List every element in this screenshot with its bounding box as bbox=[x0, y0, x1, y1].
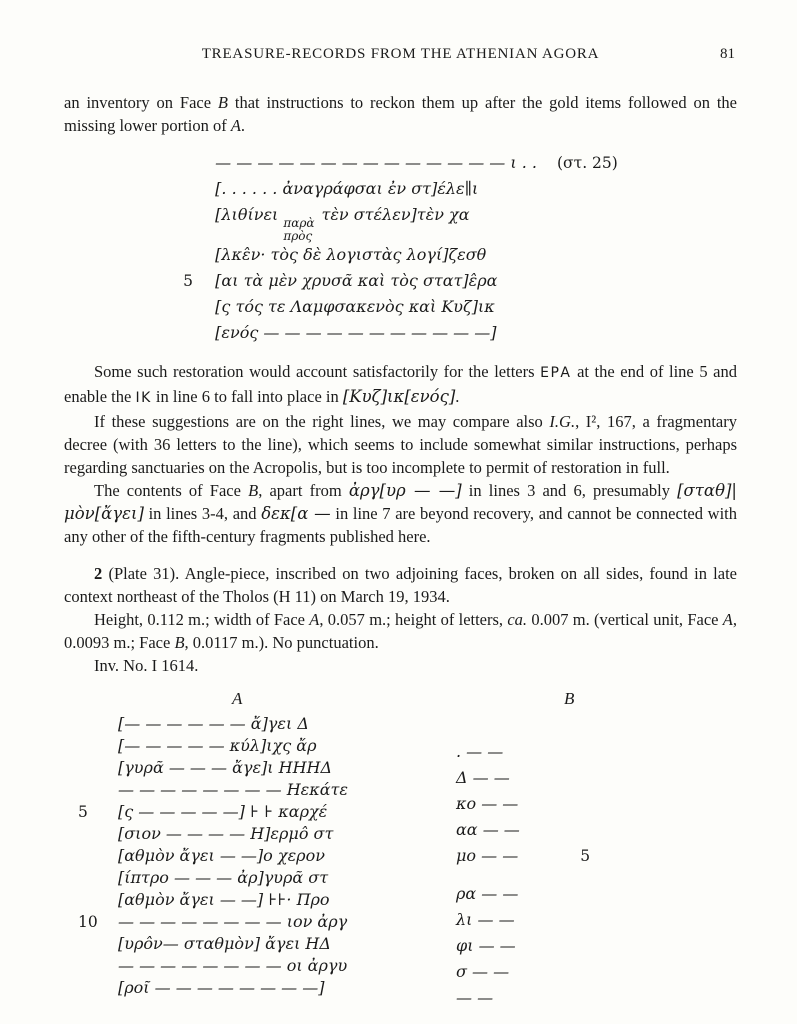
inscription-line bbox=[64, 713, 446, 735]
face-b-header: B bbox=[564, 689, 575, 708]
paragraph-restoration bbox=[64, 360, 737, 410]
lacuna-dashes: — — — — — — — — — — — — — — ι . . bbox=[215, 153, 537, 172]
greek-text: τὲν στέλεν]τὲν χα bbox=[321, 205, 470, 224]
text-run: in line 7 are beyond recovery, and cannot be connected with any other of the fifth-century fragments published here. bbox=[64, 504, 737, 546]
greek-text: — — — — — — — — Ηεκάτε bbox=[118, 780, 348, 799]
text-run: (Plate 31). Angle-piece, inscribed on two adjoining faces, broken on all sides, found in late context northeast of the Tholos (H 11) on March 19, 1934. bbox=[64, 564, 737, 606]
inscription-block-2 bbox=[64, 713, 737, 1011]
inscription-line bbox=[64, 955, 446, 977]
greek-text: [ίπτρο — — — ἀρ]γυρᾶ στ bbox=[118, 868, 329, 887]
greek-text: [λιθίνει bbox=[215, 205, 279, 224]
greek-text: Δ — — bbox=[456, 768, 510, 787]
running-head: TREASURE-RECORDS FROM THE ATHENIAN AGORA bbox=[201, 46, 600, 62]
greek-text: ρα — — bbox=[456, 884, 519, 903]
inscription-line bbox=[183, 242, 618, 268]
greek-text: κο — — bbox=[456, 794, 519, 813]
greek-text: [υρο̂ν— σταθμὸν] ἄγει ΗΔ bbox=[118, 934, 331, 953]
text-run: at the end of line 5 and enable the bbox=[64, 362, 737, 406]
face-b-ref: B bbox=[174, 633, 185, 652]
greek-text: [ς — — — — —] ⊦ ⊦ καρχέ bbox=[118, 802, 328, 821]
greek-text: λι — — bbox=[456, 910, 515, 929]
ca-abbrev: ca. bbox=[507, 610, 528, 629]
greek-text: [αθμὸν ἄγει — —] ⊦⊦· Προ bbox=[118, 890, 330, 909]
inscription-line bbox=[456, 817, 590, 843]
inscription-line bbox=[456, 791, 590, 817]
page-number: 81 bbox=[720, 46, 735, 62]
text-run: Some such restoration would account satisfactorily for the letters bbox=[94, 362, 541, 381]
inscription-line bbox=[64, 889, 446, 911]
inscription-line bbox=[64, 735, 446, 757]
inscription-line bbox=[183, 150, 618, 176]
greek-text: [σταθ]|μὸν[ἄγει] bbox=[64, 481, 737, 523]
inscription-line bbox=[183, 202, 618, 242]
inscription-line bbox=[64, 911, 446, 933]
stacked-restoration-variants bbox=[283, 217, 314, 242]
greek-text: — — — — — — — — οι ἀργυ bbox=[118, 956, 348, 975]
greek-text: [λκε̂ν· τὸς δὲ λογιστὰς λογί]ζεσθ bbox=[215, 245, 487, 264]
text-run: , apart from bbox=[258, 481, 349, 500]
face-a-ref: A bbox=[722, 610, 733, 629]
line-number-5: 5 bbox=[78, 803, 88, 821]
greek-text: [γυρᾶ — — — ἄγε]ι ΗΗΗΔ bbox=[118, 758, 333, 777]
inscription-line bbox=[456, 843, 590, 869]
inscription-line bbox=[456, 765, 590, 791]
variant-top: παρὰ bbox=[283, 216, 315, 230]
text-run: Height, 0.112 m.; width of Face bbox=[94, 610, 310, 629]
inscription-line bbox=[64, 933, 446, 955]
epigraphic-letters-ik: ΙΚ bbox=[135, 390, 152, 406]
inscription-line bbox=[456, 933, 590, 959]
greek-text: — — — — — — — — ιον ἀργ bbox=[118, 912, 348, 931]
inventory-number: Inv. No. I 1614. bbox=[94, 656, 199, 675]
page-header bbox=[64, 46, 737, 63]
line-number-5: 5 bbox=[183, 272, 194, 290]
inscription-block-1 bbox=[183, 150, 618, 346]
greek-text: αα — — bbox=[456, 820, 520, 839]
inscription-line bbox=[456, 985, 590, 1011]
text-run: . bbox=[455, 387, 460, 406]
epigraphic-letters-era: ΕΡΑ bbox=[540, 365, 572, 381]
greek-text: [— — — — — κύλ]ιχς ἄρ bbox=[118, 736, 317, 755]
face-a-ref: A bbox=[230, 116, 241, 135]
greek-text: φι — — bbox=[456, 936, 516, 955]
inscription-line bbox=[456, 881, 590, 907]
greek-text: [αι τὰ μὲν χρυσᾶ καὶ τὸς στατ]ε̂ρα bbox=[215, 271, 498, 290]
line-count-marker: (στ. 25) bbox=[557, 154, 618, 172]
face-a-column bbox=[64, 713, 446, 999]
inscription-line bbox=[456, 907, 590, 933]
text-run: , 0.0117 m.). No punctuation. bbox=[184, 633, 379, 652]
greek-text: μο — — bbox=[456, 846, 519, 865]
text-run: If these suggestions are on the right lines, we may compare also bbox=[94, 412, 550, 431]
text-run: that instructions to reckon them up after the gold items followed on the missing lower portion of bbox=[64, 93, 737, 135]
entry-2-heading bbox=[64, 562, 737, 608]
paragraph-face-b-contents bbox=[64, 479, 737, 548]
inscription-line bbox=[183, 176, 618, 202]
text-run: 0.007 m. (vertical unit, Face bbox=[527, 610, 723, 629]
greek-text: [ενός — — — — — — — — — — —] bbox=[215, 323, 497, 342]
greek-text: [αθμὸν ἄγει — —]ο χερον bbox=[118, 846, 325, 865]
text-run: . bbox=[240, 116, 246, 135]
variant-bottom: πρὸς bbox=[283, 228, 313, 243]
inscription-line bbox=[64, 977, 446, 999]
greek-text: [. . . . . . ἀναγράφσαι ἐν στ]έλε∥ι bbox=[215, 179, 479, 198]
ig-citation: I.G. bbox=[549, 412, 576, 431]
entry-number: 2 bbox=[94, 564, 103, 583]
text-run: , 0.0093 m.; Face bbox=[64, 610, 737, 652]
greek-text: [Κυζ]ικ[ενός] bbox=[342, 387, 456, 406]
greek-text: δεκ[α — bbox=[261, 504, 331, 523]
greek-text: [— — — — — — ἄ]γει Δ bbox=[118, 714, 309, 733]
inscription-line bbox=[456, 959, 590, 985]
paragraph-continuation bbox=[64, 91, 737, 137]
greek-text: [ροῖ — — — — — — — —] bbox=[118, 978, 325, 997]
line-number-10: 10 bbox=[78, 913, 98, 931]
face-a-ref: A bbox=[309, 610, 320, 629]
greek-text: . — — bbox=[456, 742, 504, 761]
face-b-ref: B bbox=[217, 93, 229, 112]
paragraph-comparison bbox=[64, 410, 737, 479]
greek-text: σ — — bbox=[456, 962, 510, 981]
line-number-5: 5 bbox=[580, 847, 591, 865]
inscription-line bbox=[64, 823, 446, 845]
inscription-line bbox=[183, 320, 618, 346]
text-run: an inventory on Face bbox=[64, 93, 218, 112]
inscription-line bbox=[64, 757, 446, 779]
greek-text: [σιον — — — — Η]ερμο̂ στ bbox=[118, 824, 334, 843]
inscription-line bbox=[64, 867, 446, 889]
text-run: in line 6 to fall into place in bbox=[151, 387, 343, 406]
text-run: , 0.057 m.; height of letters, bbox=[319, 610, 508, 629]
face-b-ref: B bbox=[248, 481, 259, 500]
inscription-line bbox=[183, 268, 618, 294]
text-run: , I², 167, a fragmentary decree (with 36 letters to the line), which seems to include somewhat similar instructions, perhaps regarding sanctuaries on the Acropolis, but is too incomplete to permit of restoration in full. bbox=[64, 412, 737, 477]
greek-text: ἀργ[υρ — —] bbox=[348, 481, 462, 500]
inscription-line bbox=[64, 779, 446, 801]
inscription-line bbox=[64, 801, 446, 823]
text-run: The contents of Face bbox=[94, 481, 249, 500]
greek-text: — — bbox=[456, 988, 494, 1007]
inscription-line bbox=[456, 739, 590, 765]
paragraph-dimensions bbox=[64, 608, 737, 654]
face-a-header: A bbox=[232, 689, 243, 708]
inscription-line bbox=[64, 845, 446, 867]
greek-text: [ς τός τε Λαμφσακενὸς καὶ Κυζ]ικ bbox=[215, 297, 495, 316]
inscription-line bbox=[183, 294, 618, 320]
face-b-column bbox=[456, 713, 590, 1011]
text-run: in lines 3 and 6, presumably bbox=[461, 481, 678, 500]
face-column-headers bbox=[64, 689, 737, 713]
text-run: in lines 3-4, and bbox=[143, 504, 262, 523]
greek-text bbox=[215, 202, 469, 242]
